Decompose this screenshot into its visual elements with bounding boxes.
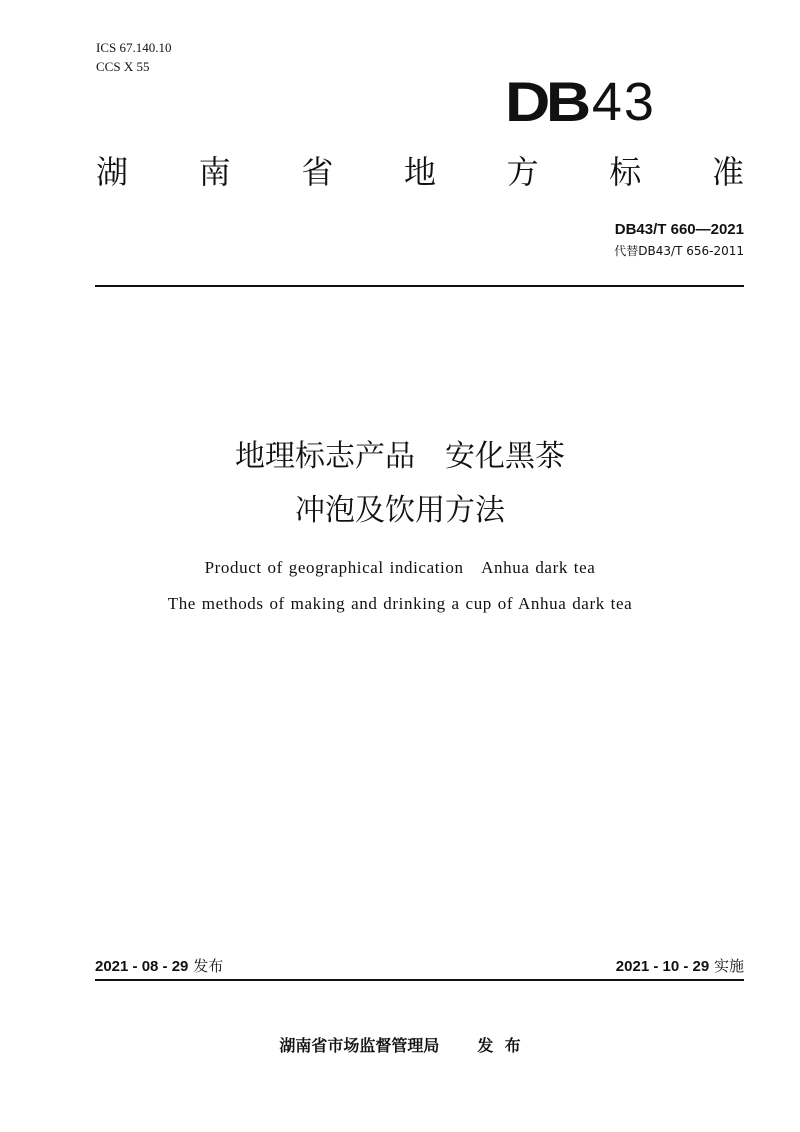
issuer-name: 湖南省市场监督管理局 xyxy=(279,1036,440,1055)
standard-type-char: 省 xyxy=(301,153,334,191)
standard-number: DB43/T 660—2021 xyxy=(614,221,744,238)
footer-divider xyxy=(95,979,744,981)
header-divider xyxy=(95,285,744,287)
standard-type-char: 方 xyxy=(506,153,539,191)
standard-type-char: 地 xyxy=(403,153,436,191)
db-mark xyxy=(505,70,656,133)
title-zh-line2: 冲泡及饮用方法 xyxy=(295,493,505,528)
publish-label: 发布 xyxy=(193,957,224,975)
title-zh-line1: 地理标志产品 安化黑茶 xyxy=(235,439,565,474)
title-en-line1: Product of geographical indication Anhua dark tea xyxy=(204,558,596,577)
standard-type-char: 南 xyxy=(198,153,231,191)
standard-code-block xyxy=(614,220,744,260)
issuer-action: 发 布 xyxy=(477,1036,521,1055)
standard-type-title xyxy=(96,148,744,196)
publish-date xyxy=(95,955,223,978)
standard-type-char: 标 xyxy=(609,153,642,191)
ics-code: ICS 67.140.10 xyxy=(96,40,172,55)
implement-date xyxy=(616,955,744,978)
implement-date-value: 2021 - 10 - 29 xyxy=(615,958,710,975)
title-en-line2: The methods of making and drinking a cup of Anhua dark tea xyxy=(167,594,633,613)
publish-date-value: 2021 - 08 - 29 xyxy=(95,958,189,975)
replaces-standard: 代替DB43/T 656-2011 xyxy=(614,244,744,258)
db-province-number: 43 xyxy=(591,72,656,132)
issuer xyxy=(0,1035,800,1057)
ccs-code: CCS X 55 xyxy=(96,59,150,74)
db-logo: DB xyxy=(505,70,587,133)
classification-codes xyxy=(96,38,171,76)
standard-type-char: 湖 xyxy=(96,153,129,191)
standard-type-char: 准 xyxy=(711,153,744,191)
implement-label: 实施 xyxy=(713,957,744,975)
